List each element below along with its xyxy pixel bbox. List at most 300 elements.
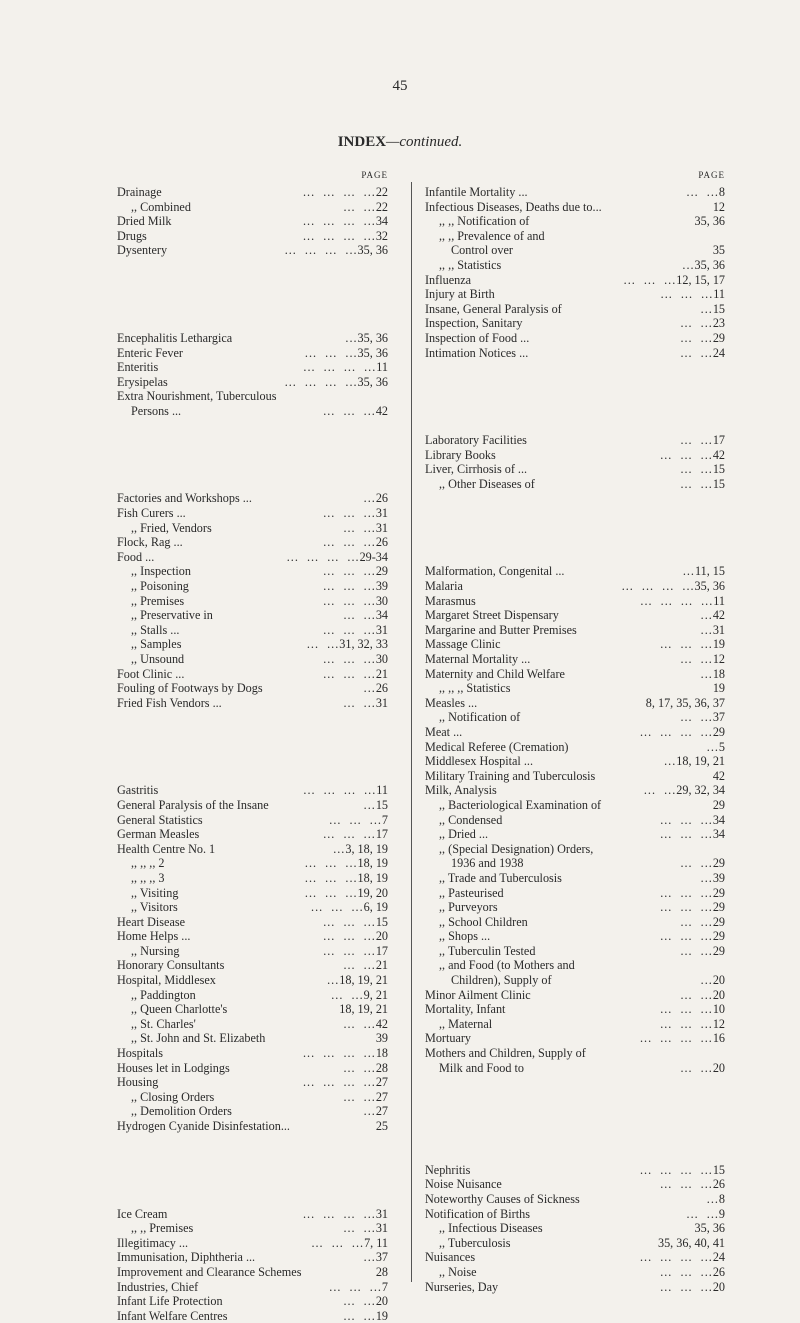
entry-leader-dots: ... ... — [339, 1016, 376, 1031]
section-gap — [425, 550, 725, 565]
entry-page-ref: 26 — [712, 1264, 725, 1279]
entry-page-ref: 11 — [376, 783, 388, 798]
entry-term: General Statistics — [117, 812, 203, 827]
index-entry — [117, 1017, 388, 1032]
entry-page-ref: 20 — [375, 1294, 388, 1309]
section-gap — [425, 1075, 725, 1090]
entry-term: ,, Paddington — [131, 987, 196, 1002]
entry-leader-dots: ... ... ... ... — [298, 1075, 376, 1090]
index-entry — [117, 623, 388, 638]
entry-page-ref: 29 — [712, 856, 725, 871]
page-number: 45 — [392, 78, 408, 94]
entry-leader-dots: ... ... — [339, 1221, 376, 1236]
entry-page-ref: 29 — [712, 943, 725, 958]
index-entry — [117, 1075, 388, 1090]
entry-term: Liver, Cirrhosis of ... — [425, 462, 528, 477]
entry-term: Maternal Mortality ... — [425, 652, 531, 666]
index-entry — [425, 1046, 725, 1061]
entry-term: ,, Trade and Tuberculosis — [439, 870, 562, 885]
entry-term: Mortuary — [425, 1031, 472, 1046]
entry-page-ref: 39 — [375, 1031, 388, 1046]
entry-page-ref: 26 — [375, 535, 388, 550]
index-entry — [425, 273, 725, 288]
index-entry — [117, 856, 388, 871]
entry-term: Industries, Chief — [117, 1279, 199, 1294]
entry-term: ,, Visitors — [131, 900, 178, 915]
index-entry — [117, 681, 388, 696]
entry-page-ref: 18, 19, 21 — [339, 1002, 388, 1017]
entry-term: Housing — [117, 1075, 159, 1090]
entry-leader-dots: ... ... — [676, 914, 713, 929]
entry-term: Insane, General Paralysis of — [425, 301, 562, 316]
section-gap — [425, 535, 725, 550]
entry-term: ,, Other Diseases of — [439, 476, 535, 491]
entry-leader-dots: ... ... ... — [319, 535, 376, 550]
section-gap — [425, 1104, 725, 1119]
index-entry — [117, 389, 388, 404]
entry-term: ,, ,, Statistics — [439, 257, 502, 272]
entry-term: Factories and Workshops ... — [117, 491, 252, 506]
entry-leader-dots: ... ... ... — [300, 885, 358, 900]
entry-term: ,, Closing Orders — [131, 1089, 215, 1104]
index-entry — [117, 331, 388, 346]
index-entry — [117, 929, 388, 944]
entry-term: ,, Dried ... — [439, 827, 489, 842]
entry-term: Home Helps ... — [117, 929, 191, 944]
entry-term: Notification of Births — [425, 1206, 530, 1221]
entry-page-ref: 31 — [375, 1206, 388, 1221]
entry-page-ref: 35, 36 — [694, 214, 725, 229]
entry-page-ref: 37 — [712, 710, 725, 725]
entry-page-ref: 24 — [712, 345, 725, 360]
index-entry — [117, 1265, 388, 1280]
index-entry — [117, 973, 388, 988]
entry-term: Erysipelas — [117, 374, 168, 389]
entry-term: ,, St. Charles' — [131, 1016, 196, 1031]
entry-term: Enteric Fever — [117, 345, 183, 360]
entry-page-ref: 19 — [712, 637, 725, 652]
entry-leader-dots: ... ... ... — [656, 1279, 713, 1294]
entry-page-ref: 24 — [712, 1250, 725, 1265]
left-entry-list — [117, 185, 388, 1323]
entry-page-ref: 29-34 — [359, 549, 388, 564]
index-entry — [117, 988, 388, 1003]
entry-page-ref: 28 — [375, 1264, 388, 1279]
entry-term: ,, Nursing — [131, 943, 180, 958]
entry-term: ,, Poisoning — [131, 579, 189, 594]
entry-leader-dots: ... — [359, 491, 376, 506]
entry-term: Margaret Street Dispensary — [425, 608, 559, 623]
entry-leader-dots: ... ... ... — [656, 827, 713, 842]
entry-page-ref: 6, 19 — [363, 900, 388, 915]
entry-page-ref: 35, 36 — [694, 579, 725, 594]
entry-page-ref: 15 — [712, 462, 725, 477]
index-entry — [117, 1002, 388, 1017]
entry-leader-dots: ... ... — [339, 1308, 376, 1323]
entry-leader-dots: ... ... ... — [319, 652, 376, 666]
entry-leader-dots: ... ... ... ... — [635, 1031, 713, 1046]
entry-term: Massage Clinic — [425, 637, 501, 652]
entry-page-ref: 34 — [375, 214, 388, 229]
entry-term: Intimation Notices ... — [425, 345, 529, 360]
index-entry — [425, 258, 725, 273]
entry-page-ref: 20 — [712, 1279, 725, 1294]
entry-leader-dots: ... ... ... — [307, 1235, 365, 1250]
entry-page-ref: 35, 36 — [694, 1221, 725, 1236]
entry-term: Nuisances — [425, 1250, 476, 1265]
index-entry — [425, 448, 725, 463]
entry-term: Foot Clinic ... — [117, 666, 185, 681]
entry-leader-dots: ... ... ... ... — [282, 549, 360, 564]
entry-page-ref: 22 — [375, 185, 388, 199]
section-gap — [117, 462, 388, 477]
index-entry — [425, 346, 725, 361]
entry-term: Infant Life Protection — [117, 1294, 223, 1309]
section-gap — [425, 389, 725, 404]
entry-leader-dots: ... ... ... — [656, 812, 713, 827]
entry-page-ref: 29 — [712, 797, 725, 812]
index-entry — [117, 958, 388, 973]
index-entry — [117, 1046, 388, 1061]
section-gap — [117, 754, 388, 769]
entry-page-ref: 34 — [375, 608, 388, 623]
entry-term: Fish Curers ... — [117, 506, 186, 521]
entry-leader-dots: ... — [696, 622, 713, 637]
entry-term: ,, Visiting — [131, 885, 179, 900]
index-entry — [425, 316, 725, 331]
index-entry — [425, 1250, 725, 1265]
index-entry — [425, 637, 725, 652]
entry-term: ,, Inspection — [131, 564, 191, 579]
entry-term: Enteritis — [117, 360, 159, 375]
entry-term: ,, Stalls ... — [131, 622, 180, 637]
index-entry — [117, 886, 388, 901]
entry-page-ref: 7 — [381, 1279, 388, 1294]
index-entry — [425, 842, 725, 857]
index-entry — [425, 958, 725, 973]
index-entry — [117, 550, 388, 565]
index-entry — [425, 915, 725, 930]
entry-leader-dots: ... — [702, 1191, 719, 1206]
entry-leader-dots: ... — [696, 666, 713, 681]
entry-term: ,, and Food (to Mothers and — [439, 958, 575, 973]
entry-page-ref: 12, 15, 17 — [676, 272, 725, 287]
entry-leader-dots: ... ... — [682, 185, 719, 199]
entry-term: Nephritis — [425, 1162, 471, 1177]
entry-leader-dots: ... ... — [682, 1206, 719, 1221]
index-column-right — [425, 166, 725, 1294]
entry-page-ref: 18 — [375, 1046, 388, 1061]
entry-term: Minor Ailment Clinic — [425, 987, 531, 1002]
entry-page-ref: 28 — [375, 1060, 388, 1075]
entry-page-ref: 18, 19, 21 — [676, 754, 725, 769]
entry-leader-dots: ... — [359, 1250, 376, 1265]
entry-page-ref: 34 — [712, 827, 725, 842]
entry-term: Control over — [451, 243, 513, 258]
entry-page-ref: 37 — [375, 1250, 388, 1265]
entry-leader-dots: ... ... — [676, 652, 713, 666]
index-entry — [425, 287, 725, 302]
entry-term: ,, ,, Premises — [131, 1221, 194, 1236]
section-gap — [117, 1148, 388, 1163]
entry-page-ref: 21 — [375, 666, 388, 681]
index-entry — [117, 667, 388, 682]
entry-term: ,, Maternal — [439, 1016, 493, 1031]
entry-leader-dots: ... ... ... — [300, 870, 358, 885]
index-entry — [425, 1265, 725, 1280]
entry-page-ref: 17 — [375, 827, 388, 842]
section-gap — [425, 1119, 725, 1134]
entry-leader-dots: ... ... — [676, 330, 713, 345]
entry-leader-dots: ... ... — [676, 943, 713, 958]
entry-term: Fried Fish Vendors ... — [117, 695, 222, 710]
entry-term: Milk and Food to — [439, 1060, 524, 1075]
entry-leader-dots: ... ... ... ... — [299, 360, 377, 375]
page-column-header: PAGE — [698, 170, 725, 180]
entry-term: ,, ,, Prevalence of and — [439, 228, 545, 243]
entry-page-ref: 8 — [718, 1191, 725, 1206]
entry-page-ref: 16 — [712, 1031, 725, 1046]
entry-term: Influenza — [425, 272, 472, 287]
entry-term: ,, ,, ,, 3 — [131, 870, 165, 885]
index-entry — [425, 710, 725, 725]
entry-page-ref: 15 — [712, 1162, 725, 1177]
index-entry — [117, 229, 388, 244]
index-entry — [117, 506, 388, 521]
index-title-suffix: —continued. — [386, 134, 463, 150]
entry-term: Immunisation, Diphtheria ... — [117, 1250, 256, 1265]
entry-page-ref: 15 — [375, 797, 388, 812]
entry-term: Marasmus — [425, 593, 476, 608]
entry-term: Hospital, Middlesex — [117, 973, 216, 988]
entry-term: ,, Premises — [131, 593, 185, 608]
index-entry — [425, 696, 725, 711]
entry-page-ref: 27 — [375, 1075, 388, 1090]
index-entry — [425, 200, 725, 215]
entry-term: Drainage — [117, 185, 162, 199]
entry-term: ,, Combined — [131, 199, 191, 214]
index-entry — [425, 623, 725, 638]
index-entry — [117, 827, 388, 842]
entry-leader-dots: ... — [323, 973, 340, 988]
index-entry — [425, 302, 725, 317]
entry-term: ,, Fried, Vendors — [131, 520, 212, 535]
section-gap — [117, 287, 388, 302]
entry-page-ref: 29 — [712, 330, 725, 345]
index-entry — [117, 1236, 388, 1251]
entry-page-ref: 7 — [381, 812, 388, 827]
entry-page-ref: 26 — [375, 491, 388, 506]
entry-page-ref: 19 — [712, 681, 725, 696]
entry-page-ref: 35, 36 — [694, 257, 725, 272]
entry-term: Drugs — [117, 228, 147, 243]
entry-leader-dots: ... — [359, 797, 376, 812]
entry-leader-dots: ... ... — [676, 987, 713, 1002]
entry-leader-dots: ... ... ... ... — [280, 374, 358, 389]
section-gap — [425, 1148, 725, 1163]
index-entry — [117, 346, 388, 361]
entry-leader-dots: ... ... — [676, 476, 713, 491]
entry-page-ref: 5 — [718, 739, 725, 754]
entry-page-ref: 31 — [375, 1221, 388, 1236]
entry-leader-dots: ... — [696, 870, 713, 885]
index-entry — [425, 813, 725, 828]
entry-leader-dots: ... ... ... — [656, 900, 713, 915]
index-entry — [425, 1061, 725, 1076]
entry-page-ref: 31 — [375, 622, 388, 637]
entry-page-ref: 9, 21 — [363, 987, 388, 1002]
section-gap — [425, 419, 725, 434]
index-entry — [425, 214, 725, 229]
index-entry — [425, 594, 725, 609]
index-entry — [425, 754, 725, 769]
section-gap — [117, 1163, 388, 1178]
index-entry — [117, 1061, 388, 1076]
section-gap — [117, 273, 388, 288]
section-gap — [425, 1134, 725, 1149]
entry-leader-dots: ... — [359, 1104, 376, 1119]
entry-term: Measles ... — [425, 695, 478, 710]
index-entry — [117, 871, 388, 886]
entry-leader-dots: ... — [341, 330, 358, 345]
entry-leader-dots: ... ... ... — [619, 272, 677, 287]
section-gap — [117, 316, 388, 331]
entry-leader-dots: ... ... ... ... — [635, 1250, 713, 1265]
entry-leader-dots: ... ... ... — [319, 564, 376, 579]
entry-leader-dots: ... — [696, 608, 713, 623]
entry-leader-dots: ... ... — [339, 1060, 376, 1075]
entry-page-ref: 15 — [712, 301, 725, 316]
section-gap — [117, 769, 388, 784]
index-entry — [425, 1236, 725, 1251]
entry-term: ,, Bacteriological Examination of — [439, 797, 602, 812]
entry-page-ref: 17 — [712, 433, 725, 448]
entry-page-ref: 15 — [375, 914, 388, 929]
right-entry-list — [425, 185, 725, 1294]
entry-leader-dots: ... — [702, 739, 719, 754]
entry-term: Heart Disease — [117, 914, 186, 929]
index-entry — [425, 1280, 725, 1295]
index-entry — [117, 1309, 388, 1323]
section-gap — [117, 302, 388, 317]
index-entry — [425, 725, 725, 740]
entry-page-ref: 11 — [713, 287, 725, 302]
entry-page-ref: 32 — [375, 228, 388, 243]
entry-leader-dots: ... ... — [676, 1060, 713, 1075]
entry-page-ref: 10 — [712, 1002, 725, 1017]
index-entry — [117, 360, 388, 375]
entry-term: ,, Preservative in — [131, 608, 213, 623]
entry-term: Hospitals — [117, 1046, 164, 1061]
entry-page-ref: 35, 36 — [357, 345, 388, 360]
entry-term: ,, (Special Designation) Orders, — [439, 841, 594, 856]
entry-leader-dots: ... ... ... ... — [636, 593, 714, 608]
index-entry — [117, 521, 388, 536]
entry-leader-dots: ... ... — [339, 608, 376, 623]
entry-page-ref: 26 — [712, 1177, 725, 1192]
entry-leader-dots: ... ... — [339, 958, 376, 973]
index-entry — [425, 229, 725, 244]
entry-page-ref: 30 — [375, 652, 388, 666]
index-entry — [425, 331, 725, 346]
index-title — [0, 134, 800, 151]
entry-page-ref: 17 — [375, 943, 388, 958]
entry-page-ref: 29 — [712, 929, 725, 944]
index-entry — [425, 652, 725, 667]
entry-page-ref: 18 — [712, 666, 725, 681]
section-gap — [117, 1177, 388, 1192]
index-entry — [425, 1177, 725, 1192]
entry-term: ,, Notification of — [439, 710, 521, 725]
entry-term: Middlesex Hospital ... — [425, 754, 533, 769]
index-entry — [117, 1250, 388, 1265]
entry-leader-dots: ... ... — [639, 783, 677, 798]
entry-page-ref: 31 — [712, 622, 725, 637]
index-entry — [117, 652, 388, 667]
entry-page-ref: 23 — [712, 316, 725, 331]
entry-leader-dots: ... ... — [676, 856, 713, 871]
index-entry — [117, 1104, 388, 1119]
entry-page-ref: 12 — [712, 652, 725, 666]
entry-term: ,, Unsound — [131, 652, 185, 666]
entry-term: ,, ,, ,, Statistics — [439, 681, 511, 696]
entry-page-ref: 12 — [712, 199, 725, 214]
entry-term: Malaria — [425, 579, 463, 594]
entry-leader-dots: ... ... ... — [319, 622, 376, 637]
entry-term: Persons ... — [131, 403, 182, 418]
entry-term: ,, Samples — [131, 637, 182, 652]
section-gap — [117, 725, 388, 740]
entry-page-ref: 42 — [375, 403, 388, 418]
index-entry — [117, 608, 388, 623]
index-entry — [117, 842, 388, 857]
section-gap — [117, 477, 388, 492]
index-entry — [425, 1017, 725, 1032]
entry-page-ref: 8, 17, 35, 36, 37 — [645, 695, 725, 710]
entry-leader-dots: ... ... — [676, 433, 713, 448]
index-entry — [117, 783, 388, 798]
entry-term: Fouling of Footways by Dogs — [117, 681, 263, 696]
section-gap — [117, 1192, 388, 1207]
entry-term: ,, Shops ... — [439, 929, 491, 944]
entry-leader-dots: ... — [359, 681, 376, 696]
entry-term: ,, Noise — [439, 1264, 477, 1279]
entry-page-ref: 31 — [375, 695, 388, 710]
index-entry — [425, 1207, 725, 1222]
entry-term: Military Training and Tuberculosis — [425, 768, 596, 783]
entry-term: Health Centre No. 1 — [117, 841, 216, 856]
entry-page-ref: 18, 19, 21 — [339, 973, 388, 988]
entry-term: Honorary Consultants — [117, 958, 225, 973]
entry-leader-dots: ... — [660, 754, 677, 769]
entry-page-ref: 11 — [376, 360, 388, 375]
entry-page-ref: 31, 32, 33 — [339, 637, 388, 652]
entry-term: Dysentery — [117, 243, 168, 258]
entry-leader-dots: ... ... ... — [300, 856, 358, 871]
index-entry — [117, 185, 388, 200]
index-entry — [117, 813, 388, 828]
entry-term: Inspection of Food ... — [425, 330, 530, 345]
entry-leader-dots: ... ... ... ... — [298, 185, 376, 199]
entry-leader-dots: ... ... — [339, 1294, 376, 1309]
entry-leader-dots: ... ... ... — [325, 812, 382, 827]
entry-term: Margarine and Butter Premises — [425, 622, 577, 637]
entry-page-ref: 42 — [712, 608, 725, 623]
section-gap — [425, 375, 725, 390]
entry-page-ref: 31 — [375, 506, 388, 521]
entry-term: Mortality, Infant — [425, 1002, 506, 1017]
index-entry — [425, 667, 725, 682]
